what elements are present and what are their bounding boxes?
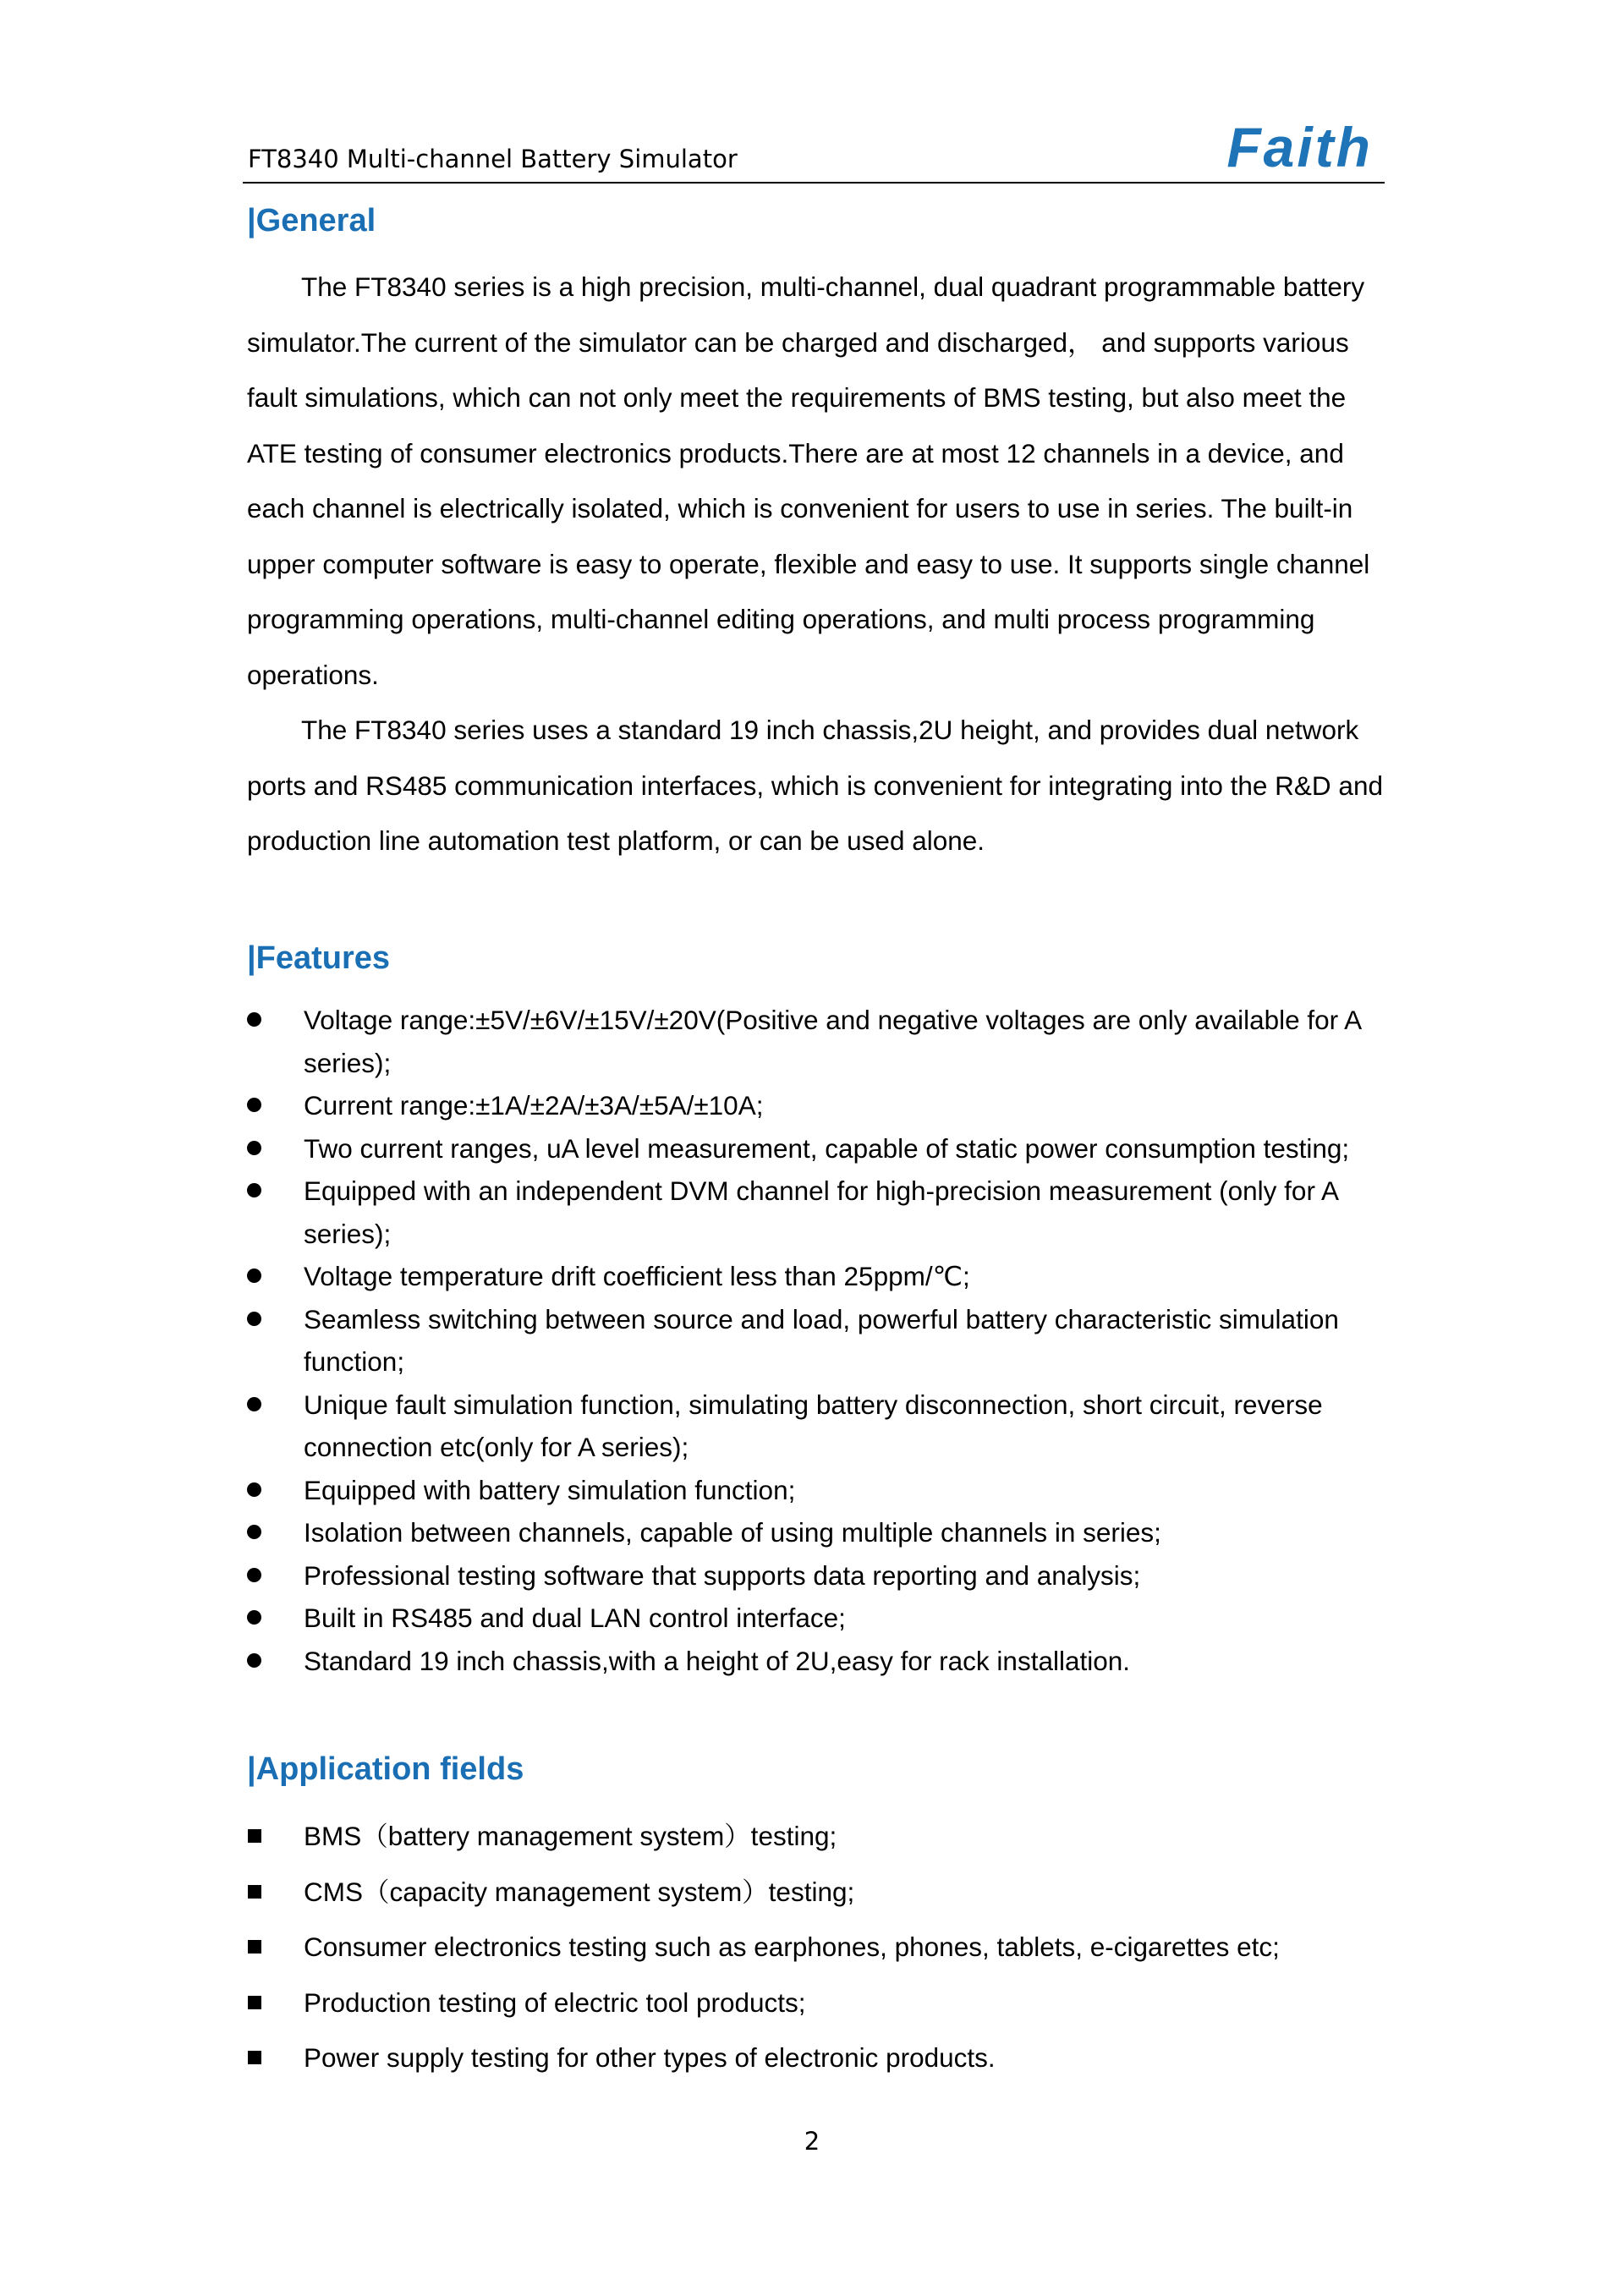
list-item: Isolation between channels, capable of using multiple channels in series; [247, 1511, 1397, 1554]
bullet-dot-icon [247, 1525, 261, 1539]
list-item: CMS（capacity management system）testing; [247, 1865, 1397, 1921]
bullet-square-icon [248, 2051, 261, 2064]
bullet-dot-icon [247, 1397, 261, 1411]
document-title: FT8340 Multi-channel Battery Simulator [248, 145, 738, 173]
bullet-dot-icon [247, 1098, 261, 1112]
bullet-dot-icon [247, 1610, 261, 1625]
list-item: Power supply testing for other types of electronic products. [247, 2030, 1397, 2086]
general-paragraph-1: The FT8340 series is a high precision, multi-channel, dual quadrant programmable battery simulator.The current of the simulator can be charged and discharged， and supports various fault simulations, which can not only meet the requirements of BMS testing, but also meet the ATE testing of consumer electronics products.There are at most 12 channels in a device, and each channel is electrically isolated, which is convenient for users to use in series. The built-in upper computer software is easy to operate, flexible and easy to use. It supports single channel programming operations, multi-channel editing operations, and multi process programming operations. [247, 271, 1370, 690]
page-number: 2 [804, 2127, 820, 2156]
bullet-dot-icon [247, 1012, 261, 1027]
bullet-dot-icon [247, 1653, 261, 1668]
general-paragraph-2: The FT8340 series uses a standard 19 inch chassis,2U height, and provides dual network ports and RS485 communication interfaces, which is convenient for integrating into the R&D and production line automation test platform, or can be used alone. [247, 715, 1383, 856]
list-item: Production testing of electric tool products; [247, 1975, 1397, 2031]
bullet-dot-icon [247, 1312, 261, 1326]
application-fields-heading: |Application fields [247, 1751, 524, 1787]
list-item: BMS（battery management system）testing; [247, 1809, 1397, 1865]
bullet-dot-icon [247, 1568, 261, 1582]
page-header [243, 101, 1385, 184]
bullet-dot-icon [247, 1183, 261, 1197]
list-item: Two current ranges, uA level measurement, capable of static power consumption testing; [247, 1127, 1397, 1170]
bullet-square-icon [248, 1829, 261, 1843]
list-item: Consumer electronics testing such as earphones, phones, tablets, e-cigarettes etc; [247, 1920, 1397, 1975]
general-body [247, 260, 1389, 869]
bullet-square-icon [248, 1996, 261, 2009]
bullet-dot-icon [247, 1269, 261, 1283]
list-item: Seamless switching between source and load, powerful battery characteristic simulation function; [247, 1298, 1397, 1384]
bullet-dot-icon [247, 1141, 261, 1155]
features-list [247, 999, 1397, 1682]
list-item: Unique fault simulation function, simulating battery disconnection, short circuit, reverse connection etc(only for A series); [247, 1384, 1397, 1469]
list-item: Equipped with battery simulation function; [247, 1469, 1397, 1512]
features-heading: |Features [247, 940, 391, 976]
bullet-dot-icon [247, 1482, 261, 1497]
list-item: Voltage temperature drift coefficient less than 25ppm/℃; [247, 1255, 1397, 1298]
list-item: Professional testing software that supports data reporting and analysis; [247, 1554, 1397, 1597]
general-heading: |General [247, 203, 376, 238]
bullet-square-icon [248, 1885, 261, 1899]
list-item: Standard 19 inch chassis,with a height of 2U,easy for rack installation. [247, 1640, 1397, 1683]
list-item: Built in RS485 and dual LAN control interface; [247, 1597, 1397, 1640]
list-item: Voltage range:±5V/±6V/±15V/±20V(Positive and negative voltages are only available for A series); [247, 999, 1397, 1084]
faith-logo: Faith [1226, 116, 1373, 178]
bullet-square-icon [248, 1940, 261, 1954]
application-fields-list [247, 1809, 1397, 2086]
list-item: Equipped with an independent DVM channel for high-precision measurement (only for A series); [247, 1170, 1397, 1255]
list-item: Current range:±1A/±2A/±3A/±5A/±10A; [247, 1084, 1397, 1127]
